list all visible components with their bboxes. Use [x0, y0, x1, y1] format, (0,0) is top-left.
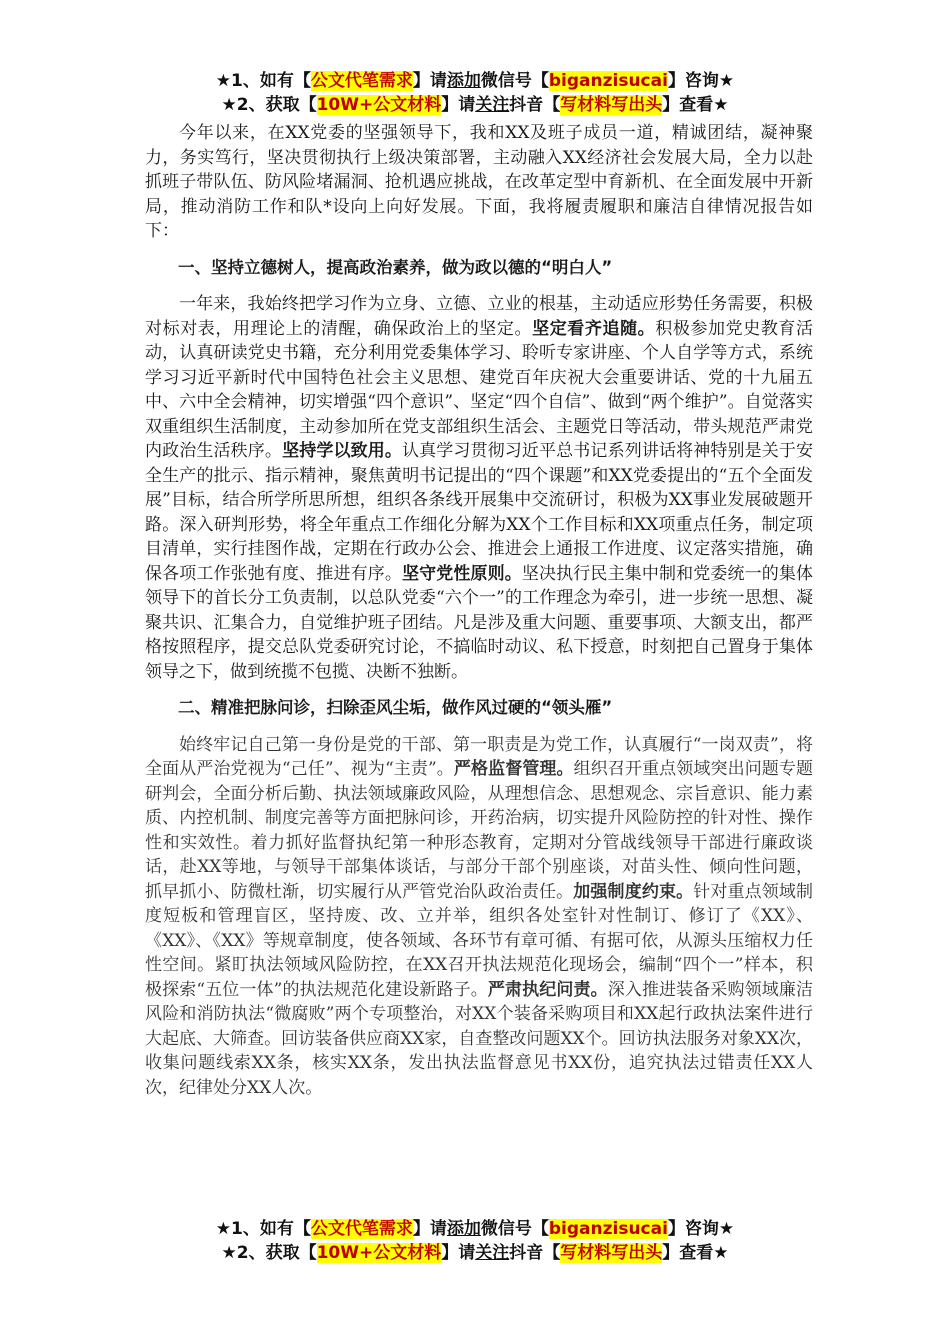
- ad-line-1-bottom: [145, 1218, 805, 1240]
- ad-text: 抖音【: [509, 95, 561, 115]
- ad-text: ★2、获取【: [221, 95, 317, 115]
- ad-text: 】咨询★: [667, 1219, 735, 1239]
- ad-highlight-wechat: biganzisucai: [548, 71, 668, 91]
- ad-text: 】咨询★: [667, 71, 735, 91]
- text-run: 坚决执行民主集中制和党委统一的集体领导下的首长分工负责制，以总队党委“六个一”的工作理念为牵引，进一步统一思想、凝聚共识、汇集合力，自觉维护班子团结。凡是涉及重大问题、重要事项、大额支出，都严格按照程序，提交总队党委研究讨论，不搞临时动议、私下授意，时刻把自己置身于集体领导之下，做到统揽不包揽、决断不独断。: [145, 563, 814, 682]
- bold-lead: 严格监督管理。: [453, 759, 574, 779]
- ad-text: 】请: [412, 71, 447, 91]
- ad-text: ★1、如有【: [215, 1219, 311, 1239]
- bold-lead: 坚持学以致用。: [282, 441, 402, 461]
- ad-text: 抖音【: [509, 1243, 561, 1263]
- text-run: 深入推进装备采购领域廉洁风险和消防执法“微腐败”两个专项整治，对XX个装备采购项目和XX起行政执法案件进行大起底、大筛查。回访装备供应商XX家，自查整改问题XX个。回访执法服务对象XX次，收集问题线索XX条，核实XX条，发出执法监督意见书XX份，追究执法过错责任XX人次，纪律处分XX人次。: [145, 979, 814, 1098]
- ad-underlined: 关注: [475, 95, 510, 115]
- ad-text: 】查看★: [662, 1243, 729, 1263]
- ad-text: 】请: [412, 1219, 447, 1239]
- section-2-heading: 二、精准把脉问诊，扫除歪风尘垢，做作风过硬的“领头雁”: [178, 698, 613, 717]
- ad-underlined: 添加: [446, 71, 481, 91]
- ad-underlined: 关注: [475, 1243, 510, 1263]
- ad-line-1-top: [145, 70, 805, 92]
- ad-highlight: 公文代笔需求: [310, 71, 413, 91]
- ad-text: 】查看★: [662, 95, 729, 115]
- text-run: 一年来，我始终把学习作为立身、立德、立业的根基，主动适应形势任务需要，积极对标对表，用理论上的清醒，确保政治上的坚定。: [145, 294, 813, 339]
- ad-text: ★2、获取【: [221, 1243, 317, 1263]
- bold-lead: 严肃执纪问责。: [487, 979, 608, 1000]
- ad-text: ★1、如有【: [215, 71, 311, 91]
- bold-lead: 坚定看齐追随。: [532, 318, 656, 339]
- document-body: [145, 121, 813, 1100]
- ad-line-2-top: [145, 94, 805, 116]
- ad-text: 】请: [441, 1243, 476, 1263]
- section-2-paragraph: [145, 733, 813, 1101]
- ad-highlight-douyin: 写材料写出头: [560, 95, 663, 115]
- bold-lead: 加强制度约束。: [573, 881, 694, 902]
- ad-text: 】请: [441, 95, 476, 115]
- ad-highlight: 10W+公文材料: [316, 95, 442, 115]
- ad-highlight-douyin: 写材料写出头: [560, 1243, 663, 1263]
- bold-lead: 坚守党性原则。: [401, 563, 522, 584]
- ad-line-2-bottom: [145, 1242, 805, 1264]
- ad-text: 微信号【: [480, 1219, 549, 1239]
- text-run: 组织召开重点领域突出问题专题研判会，全面分析后勤、执法领域廉政风险，从理想信念、思想观念、宗旨意识、能力素质、内控机制、制度完善等方面把脉问诊，开药治病，切实提升风险防控的针对性、操作性和实效性。着力抓好监督执纪第一种形态教育，定期对分管战线领导干部进行廉政谈话，赴XX等地，与领导干部集体谈话，与部分干部个别座谈，对苗头性、倾向性问题，抓早抓小、防微杜渐，切实履行从严管党治队政治责任。: [145, 759, 814, 902]
- text-run: 积极参加党史教育活动，认真研读党史书籍，充分利用党委集体学习、聆听专家讲座、个人自学等方式，系统学习习近平新时代中国特色社会主义思想、建党百年庆祝大会重要讲话、党的十九届五中、六中全会精神，切实增强“四个意识”、坚定“四个自信”、做到“两个维护”。自觉落实双重组织生活制度，主动参加所在党支部组织生活会、主题党日等活动，带头规范严肃党内政治生活秩序。: [145, 318, 814, 461]
- ad-underlined: 添加: [446, 1219, 481, 1239]
- ad-highlight: 10W+公文材料: [316, 1243, 442, 1263]
- ad-text: 微信号【: [480, 71, 549, 91]
- ad-highlight-wechat: biganzisucai: [548, 1219, 668, 1239]
- intro-paragraph: 今年以来，在XX党委的坚强领导下，我和XX及班子成员一道，精诚团结，凝神聚力，务实笃行，坚决贯彻执行上级决策部署，主动融入XX经济社会发展大局，全力以赴抓班子带队伍、防风险堵漏洞、抢机遇应挑战，在改革定型中育新机、在全面发展中开新局，推动消防工作和队*设向上向好发展。下面，我将履责履职和廉洁自律情况报告如下：: [145, 123, 813, 241]
- text-run: 认真学习贯彻习近平总书记系列讲话将神特别是关于安全生产的批示、指示精神，聚焦黄明书记提出的“四个课题”和XX党委提出的“五个全面发展”目标，结合所学所思所想，组织各条线开展集中交流研讨，积极为XX事业发展破题开路。深入研判形势，将全年重点工作细化分解为XX个工作目标和XX项重点任务，制定项目清单，实行挂图作战，定期在行政办公会、推进会上通报工作进度、议定落实措施，确保各项工作张弛有度、推进有序。: [145, 441, 814, 584]
- text-run: 针对重点领域制度短板和管理盲区，坚持废、改、立并举，组织各处室针对性制订、修订了《XX》、《XX》、《XX》等规章制度，使各领域、各环节有章可循、有据可依，从源头压缩权力任性空间。紧盯执法领域风险防控，在XX召开执法规范化现场会，编制“四个一”样本，积极探索“五位一体”的执法规范化建设新路子。: [145, 881, 814, 1000]
- section-1-heading: 一、坚持立德树人，提高政治素养，做为政以德的“明白人”: [178, 257, 613, 277]
- ad-highlight: 公文代笔需求: [310, 1219, 413, 1239]
- section-1-paragraph: [145, 292, 813, 684]
- text-run: 始终牢记自己第一身份是党的干部、第一职责是为党工作，认真履行“一岗双责”，将全面从严治党视为“己任”、视为“主责”。: [145, 734, 813, 779]
